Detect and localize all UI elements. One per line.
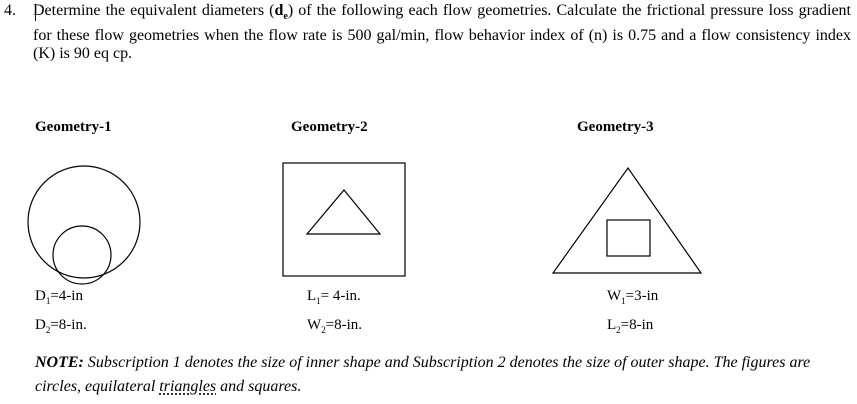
geometry-1-figure [14,160,154,290]
geometry-3-title: Geometry-3 [577,119,654,135]
label-w2: $W_2=8-in$. [307,317,363,335]
question-number: 4. [4,2,16,19]
question-text-part1: Determine the equivalent diameters ( [33,2,275,19]
inner-square [607,220,650,256]
geometry-2-title: Geometry-2 [291,119,368,135]
label-d2: $D_2=8-in$. [35,317,87,335]
label-l1: $L_1= 4-in$. [307,288,361,306]
note-underlined-word: triangles [159,378,217,395]
label-l2: $L_2=8-in$ [607,317,654,335]
outer-square [283,163,405,276]
question-text-part2: ) of the following each flow geometries. Calculate the frictional pressure loss gradient for these flow geometries when the flow rate is 500 gal/min, flow behavior index of (n) is 0.75 and a flow consistency index (K) is 90 eq cp. [33,2,852,63]
question-text [33,2,851,64]
inner-triangle [307,190,380,234]
geometry-3-figure [548,162,708,277]
note-text-part1: Subscription 1 denotes the size of inner shape and Subscription 2 denotes the size of outer shape. The figures are circles, equilateral [35,354,811,395]
geometry-2-figure [280,160,410,280]
inner-circle [53,226,111,284]
label-w1: $W_1=3-in$ [607,288,659,306]
note-text-part2: and squares. [216,378,302,395]
outer-circle [28,166,140,278]
note-paragraph [35,351,847,399]
note-label: NOTE: [35,354,84,371]
de-symbol: $d_e$ [274,2,288,23]
geometry-1-title: Geometry-1 [35,119,112,135]
label-d1: $D_1=4-in$ [35,288,83,306]
